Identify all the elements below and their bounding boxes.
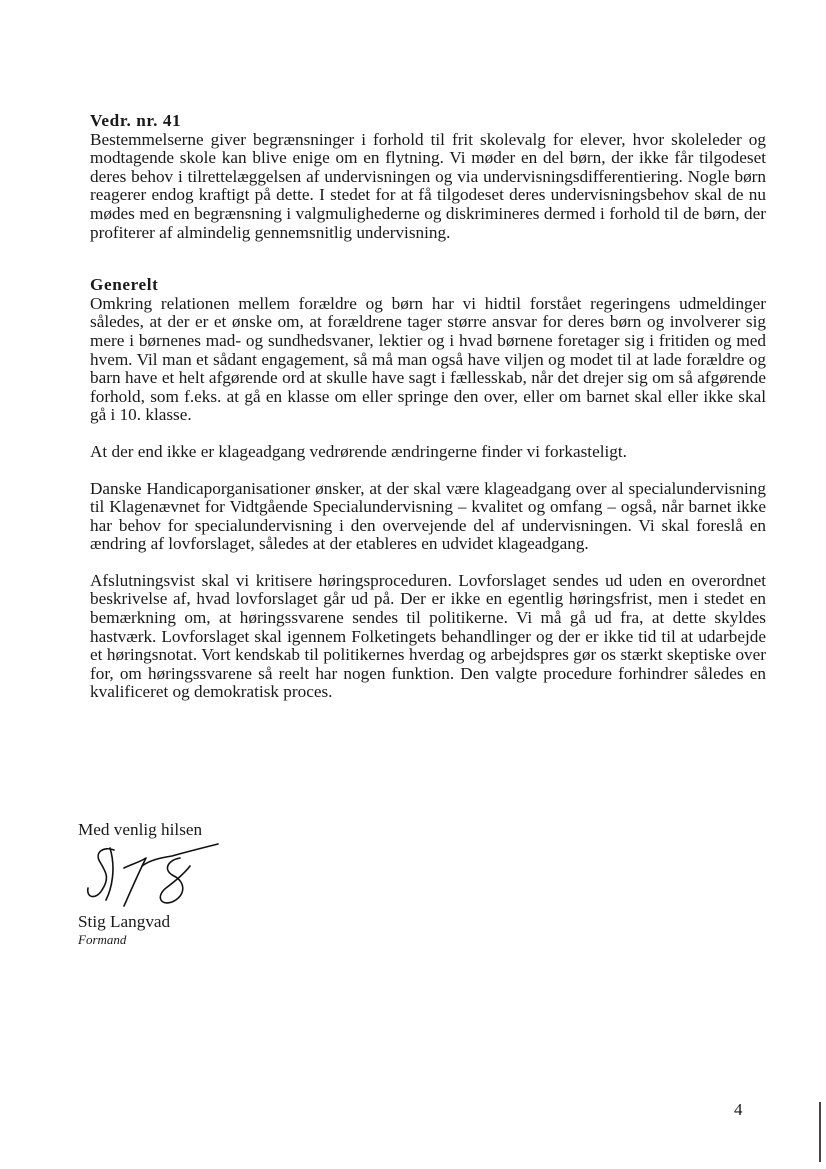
signer-role: Formand — [78, 932, 127, 947]
page-number: 4 — [734, 1100, 743, 1119]
signer-name: Stig Langvad — [78, 912, 171, 931]
section-heading-vedr-nr-41: Vedr. nr. 41 — [90, 111, 182, 130]
closing-greeting: Med venlig hilsen — [78, 820, 203, 839]
paragraph-skolevalg: Bestemmelserne giver begrænsninger i forhold til frit skolevalg for elever, hvor skoleleder og modtagende skole kan blive enige om en flytning. Vi møder en del børn, der ikke får tilgodeset deres behov i tilrettelæggelsen af undervisningen og via undervisningsdifferentiering. Nogle børn reagerer endog kraftigt på dette. I stedet for at få tilgodeset deres undervisningsbehov skal de nu mødes med en begrænsning i valgmulighederne og diskrimineres dermed i forhold til de børn, der profiterer af almindelig gennemsnitlig undervisning. — [90, 129, 766, 242]
handwritten-signature — [76, 838, 226, 918]
scan-edge-mark — [819, 1102, 821, 1162]
paragraph-handicaporganisationer: Danske Handicaporganisationer ønsker, at der skal være klageadgang over al specialundervisning til Klagenævnet for Vidtgående Specialundervisning – kvalitet og omfang – også, når barnet ikke har behov for specialundervisning i den overvejende del af undervisningen. Vi skal foreslå en ændring af lovforslaget, således at der etableres en udvidet klageadgang. — [90, 478, 766, 554]
paragraph-klageadgang: At der end ikke er klageadgang vedrørende ændringerne finder vi forkasteligt. — [90, 441, 627, 461]
section-heading-generelt: Generelt — [90, 275, 159, 295]
letter-body — [90, 112, 766, 702]
paragraph-hoeringsprocedure: Afslutningsvist skal vi kritisere høringsproceduren. Lovforslaget sendes ud uden en overordnet beskrivelse af, hvad lovforslaget går ud på. Der er ikke en egentlig høringsfrist, men i stedet en bemærkning om, at høringssvarene sendes til politikerne. Vi må gå ud fra, at dette skyldes hastværk. Lovforslaget skal igennem Folketingets behandlinger og der er ikke tid til at udarbejde et høringsnotat. Vort kendskab til politikernes hverdag og arbejdspres gør os stærkt skeptiske over for, om høringssvarene så reelt har nogen funktion. Den valgte procedure forhindrer således en kvalificeret og demokratisk proces. — [90, 570, 766, 702]
paragraph-foraeldre-boern: Omkring relationen mellem forældre og børn har vi hidtil forstået regeringens udmeldinger således, at der er et ønske om, at forældrene tager større ansvar for deres børn og involverer sig mere i børnenes mad- og sundhedsvaner, lektier og i hvad børnene foretager sig i fritiden og med hvem. Vil man et sådant engagement, så må man også have viljen og modet til at lade forældre og barn have et helt afgørende ord at skulle have sagt i fællesskab, når det drejer sig om så afgørende forhold, som f.eks. at gå en klasse om eller springe den over, eller om barnet skal eller ikke skal gå i 10. klasse. — [90, 293, 766, 425]
